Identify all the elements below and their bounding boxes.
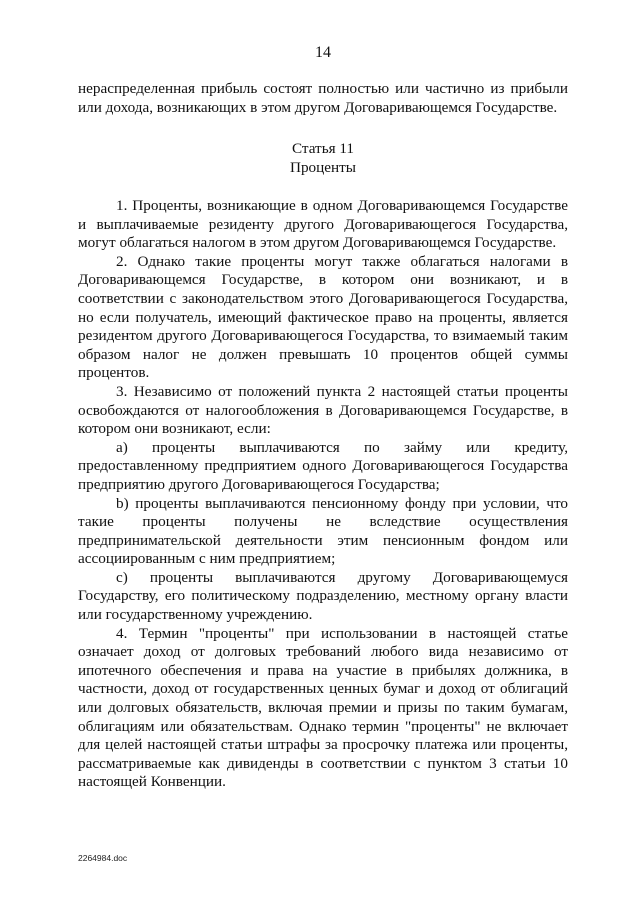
file-name-footer: 2264984.doc bbox=[78, 853, 128, 863]
paragraph-3a: a) проценты выплачиваются по займу или кредиту, предоставленному предприятием одного Договаривающегося Государства предприятию другого Договаривающегося Государства; bbox=[78, 438, 568, 493]
article-body bbox=[78, 197, 568, 792]
paragraph-3c: c) проценты выплачиваются другому Договаривающемуся Государству, его политическому подразделению, местному органу власти или государственному учреждению. bbox=[78, 568, 568, 624]
intro-paragraph: нераспределенная прибыль состоят полностью или частично из прибыли или дохода, возникающих в этом другом Договаривающемся Государстве. bbox=[78, 80, 568, 116]
paragraph-2: 2. Однако такие проценты могут также облагаться налогами в Договаривающемся Государстве, в котором они возникают, и в соответствии с законодательством этого Договаривающегося Государства, но если получатель, имеющий фактическое право на проценты, является резидентом другого Договаривающегося Государства, то взимаемый таким образом налог не должен превышать 10 процентов общей суммы процентов. bbox=[78, 252, 568, 382]
article-heading bbox=[78, 139, 568, 177]
article-title: Проценты bbox=[290, 159, 356, 176]
paragraph-3: 3. Независимо от положений пункта 2 настоящей статьи проценты освобождаются от налогообложения в Договаривающемся Государстве, в котором они возникают, если: bbox=[78, 382, 568, 438]
article-number: Статья 11 bbox=[291, 140, 355, 157]
paragraph-1: 1. Проценты, возникающие в одном Договаривающемся Государстве и выплачиваемые резиденту другого Договаривающегося Государства, могут облагаться налогом в этом другом Договаривающемся Государстве. bbox=[78, 197, 568, 252]
paragraph-4: 4. Термин "проценты" при использовании в настоящей статье означает доход от долговых требований любого вида независимо от ипотечного обеспечения и права на участие в прибылях должника, в частности, доход от государственных ценных бумаг и доход от облигаций или долговых обязательств, включая премии и призы по таким бумагам, облигациям или обязательствам. Однако термин "проценты" не включает для целей настоящей статьи штрафы за просрочку платежа или проценты, рассматриваемые как дивиденды в соответствии с пунктом 3 статьи 10 настоящей Конвенции. bbox=[78, 624, 568, 791]
page-number: 14 bbox=[315, 44, 331, 61]
paragraph-3b: b) проценты выплачиваются пенсионному фонду при условии, что такие проценты получены не вследствие осуществления предпринимательской деятельности этим пенсионным фондом или ассоциированным с ним предприятием; bbox=[78, 494, 568, 568]
